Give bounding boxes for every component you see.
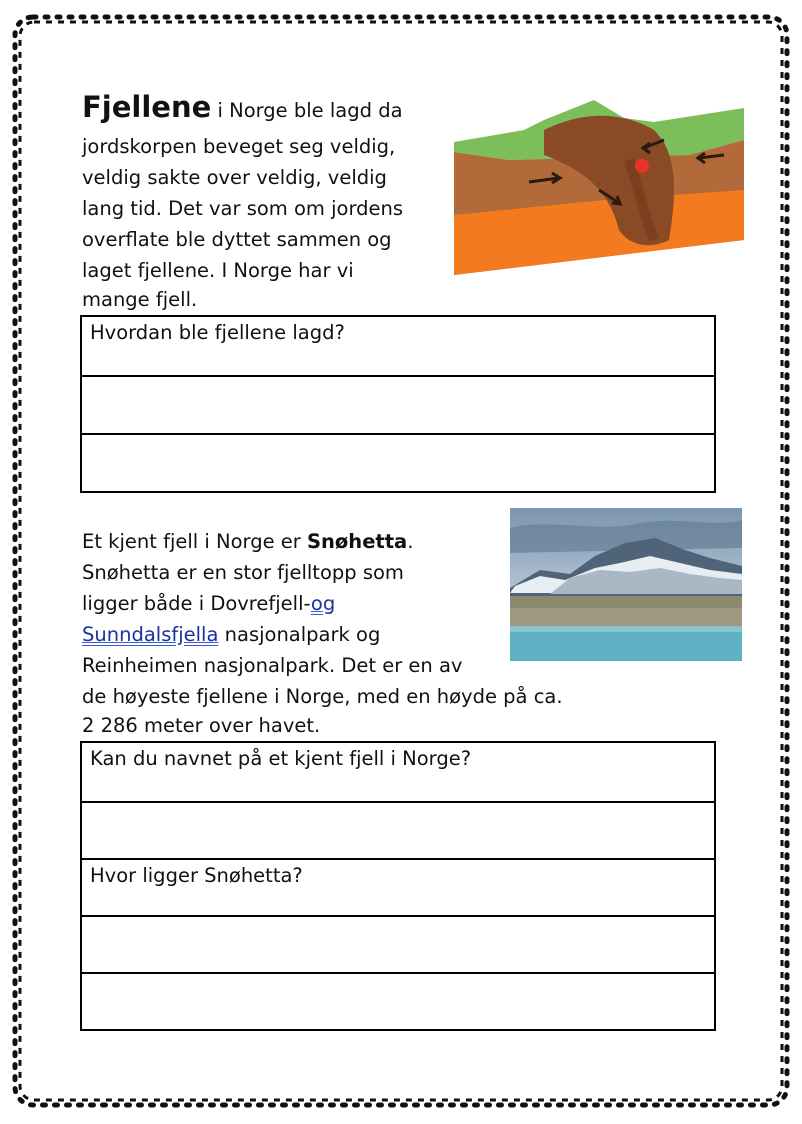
snohetta-line-4: [82, 620, 380, 650]
snohetta-photo: [510, 508, 742, 661]
answer-line[interactable]: [81, 434, 715, 492]
snohetta-line-6: de høyeste fjellene i Norge, med en høyde på ca.: [82, 685, 563, 708]
intro-line-3: lang tid. Det var som om jordens: [82, 197, 404, 220]
snohetta-line-3: [82, 589, 335, 619]
intro-line-6: mange fjell.: [82, 288, 198, 311]
snohetta-bold: Snøhetta: [306, 530, 408, 553]
intro-title-line: [82, 92, 403, 126]
answer-line[interactable]: [81, 916, 715, 973]
line1-period: .: [407, 530, 414, 553]
intro-line-1: jordskorpen beveget seg veldig,: [82, 135, 396, 158]
snohetta-line-1: [82, 527, 413, 557]
question-how-mountains-formed: Hvordan ble fjellene lagd?: [81, 316, 715, 376]
question-box-2: [80, 741, 716, 1031]
line1-text: Et kjent fjell i Norge er: [82, 530, 307, 553]
spellcheck-sunndalsfjella: Sunndalsfjella: [82, 623, 219, 646]
snohetta-line-2: Snøhetta er en stor fjelltopp som: [82, 561, 404, 584]
title-rest: i Norge ble lagd da: [211, 99, 403, 122]
spellcheck-og: og: [310, 592, 336, 615]
intro-line-2: veldig sakte over veldig, veldig: [82, 166, 387, 189]
answer-line[interactable]: [81, 376, 715, 434]
tectonic-plates-illustration: [454, 100, 744, 278]
line4-text: nasjonalpark og: [218, 623, 381, 646]
intro-line-5: laget fjellene. I Norge har vi: [82, 259, 354, 282]
line3-text: ligger både i Dovrefjell-: [82, 592, 311, 615]
answer-line[interactable]: [81, 973, 715, 1030]
question-box-1: [80, 315, 716, 493]
title-word: Fjellene: [82, 90, 212, 124]
intro-line-4: overflate ble dyttet sammen og: [82, 228, 392, 251]
question-where-snohetta: Hvor ligger Snøhetta?: [81, 859, 715, 916]
answer-line[interactable]: [81, 802, 715, 859]
question-known-mountain: Kan du navnet på et kjent fjell i Norge?: [81, 742, 715, 802]
snohetta-line-5: Reinheimen nasjonalpark. Det er en av: [82, 654, 463, 677]
snohetta-line-7: 2 286 meter over havet.: [82, 714, 321, 737]
